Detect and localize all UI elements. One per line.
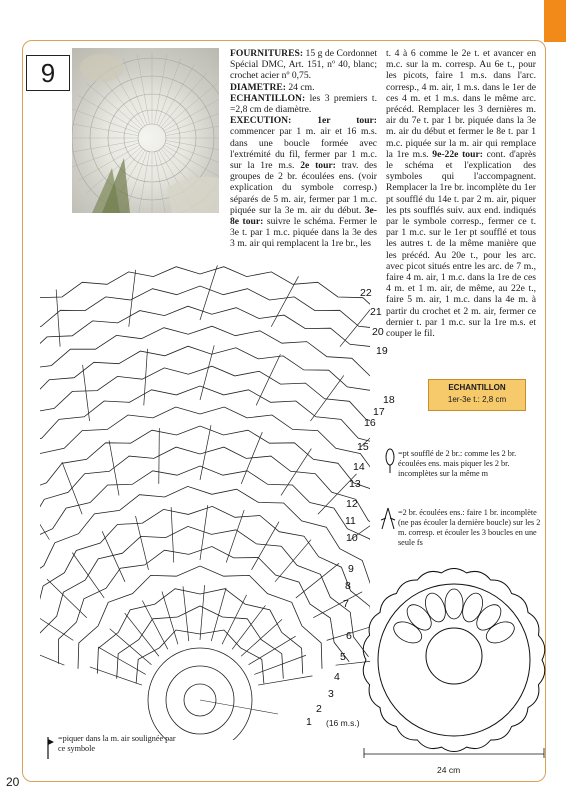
tour2-body: trav. des groupes de 2 br. écoulées ens. (voir explication du symbole corresp.) séparés de 5 m. air, fermer par 1 m.c. piquée sur la 3e m. air du début. <box>230 160 378 216</box>
row-number-21: 21 <box>370 306 382 318</box>
diameter-dimension: 24 cm <box>437 765 461 775</box>
echantillon-body: les 3 premiers t. =2,8 cm de diamètre. <box>230 92 377 116</box>
sample-box-title: ECHANTILLON <box>448 383 506 392</box>
center-ring <box>148 648 252 740</box>
text-column-right <box>386 48 536 339</box>
row-number-15: 15 <box>357 441 369 453</box>
tour3-8-body: suivre le schéma. Fermer le 3e t. par 1 m.c. piquée dans la 3e des 3 m. air qui remplacent la 1re br., les <box>230 216 378 250</box>
doily-outline-diagram <box>362 568 547 758</box>
tour1-body: commencer par 1 m. air et 16 m.s. dans une boucle formée avec l'extrémité du fil, fermer par 1 m.c. sur la 1re m.s. <box>230 126 377 172</box>
legend-puff-stitch: =pt soufflé de 2 br.: comme les 2 br. écoulées ens. mais piquer les 2 br. incomplètes sur la même m <box>398 449 517 478</box>
row-number-20: 20 <box>372 326 384 338</box>
row-number-5: 5 <box>340 651 346 663</box>
crochet-chart <box>40 240 370 740</box>
doily-photo <box>72 48 219 213</box>
row-number-10: 10 <box>346 532 358 544</box>
tour1-label: 1er tour: <box>291 115 377 127</box>
row-number-17: 17 <box>373 406 385 418</box>
tour9-22-body: cont. d'après le schéma et l'explication des symboles qui l'accompagnent. Remplacer la 1re br. incomplète du 1er pt soufflé du 14e t. par 2 m. air, piquer les pts soufflés suiv. aux end. indiqués par le symbole corresp., fermer ce t. par 1 m.c. sur le 1er pt soufflé et tous les autres t. de la même manière que les précéd. Au 20e t., pour les arc. avec picot situés entre les arc. de 7 m., faire 4 m. air, 1 m.c. dans la 1re de ces 4 m. et 1 m. air, de même, au 22e t., faire 5 m. air, 1 m.c. dans la 4e m. à partir du crochet et 2 m. air, fermer ce dernier t. par 1 m.c. sur la 1re m.s. et couper le fil. <box>386 148 537 340</box>
legend-two-dc-together: =2 br. écoulées ens.: faire 1 br. incomplète (ne pas écouler la dernière boucle) sur les 2 m. corresp. et écouler les 3 boucles en une seule fs <box>398 508 541 547</box>
center-stitch-note: (16 m.s.) <box>326 718 360 728</box>
fournitures-body: 15 g de Cordonnet Spécial DMC, Art. 151, nº 40, blanc; crochet acier nº 0,75. <box>230 48 377 82</box>
row-number-4: 4 <box>334 671 340 683</box>
row-number-14: 14 <box>353 461 365 473</box>
row-number-2: 2 <box>316 703 322 715</box>
pattern-number: 9 <box>26 55 70 91</box>
row-number-13: 13 <box>349 478 361 490</box>
row-number-18: 18 <box>383 394 395 406</box>
page-number: 20 <box>6 775 20 789</box>
row-number-16: 16 <box>364 417 376 429</box>
row-number-8: 8 <box>345 580 351 592</box>
row-number-19: 19 <box>376 345 388 357</box>
two-dc-together-symbol-icon <box>378 505 398 531</box>
diametre-label: DIAMETRE: <box>230 81 286 93</box>
legend-insert-hook: =piquer dans la m. air soulignée par ce symbole <box>58 734 176 753</box>
row-number-3: 3 <box>328 688 334 700</box>
row-number-12: 12 <box>346 498 358 510</box>
tour3-8-label: 3e-8e tour: <box>230 204 377 228</box>
text-column-left <box>230 48 377 250</box>
row-number-9: 9 <box>348 563 354 575</box>
row-number-7: 7 <box>343 598 349 610</box>
puff-stitch-symbol-icon <box>384 447 396 475</box>
row-number-6: 6 <box>346 630 352 642</box>
row-number-22: 22 <box>360 287 372 299</box>
tour9-22-label: 9e-22e tour: <box>428 148 483 160</box>
fournitures-label: FOURNITURES: <box>230 48 304 59</box>
row-number-1: 1 <box>306 716 312 728</box>
tour4-8-body: t. 4 à 6 comme le 2e t. et avancer en m.c. sur la m. corresp. Au 6e t., pour les picots, faire 1 m.s. dans l'arc. corresp., 4 m. air, 1 m.s. dans le 1er de ces 4 m. et 1 m.s. dans le même arc. précéd. Remplacer les 3 dernières m. air du 7e t. par 1 br. piquée dans la 3e m. air du début et fermer le 8e t. par 1 m.c. piquée sur la m. air qui remplace la 1re m.s. <box>386 48 536 160</box>
diametre-body: 24 cm. <box>285 81 315 93</box>
row-number-11: 11 <box>345 515 356 527</box>
execution-label: EXECUTION: <box>230 115 292 127</box>
page-corner-tab <box>544 0 566 42</box>
echantillon-label: ECHANTILLON: <box>230 92 306 104</box>
tour2-label: 2e tour: <box>300 160 336 172</box>
sample-size-box <box>428 379 526 411</box>
sample-box-value: 1er-3e t.: 2,8 cm <box>447 395 507 404</box>
